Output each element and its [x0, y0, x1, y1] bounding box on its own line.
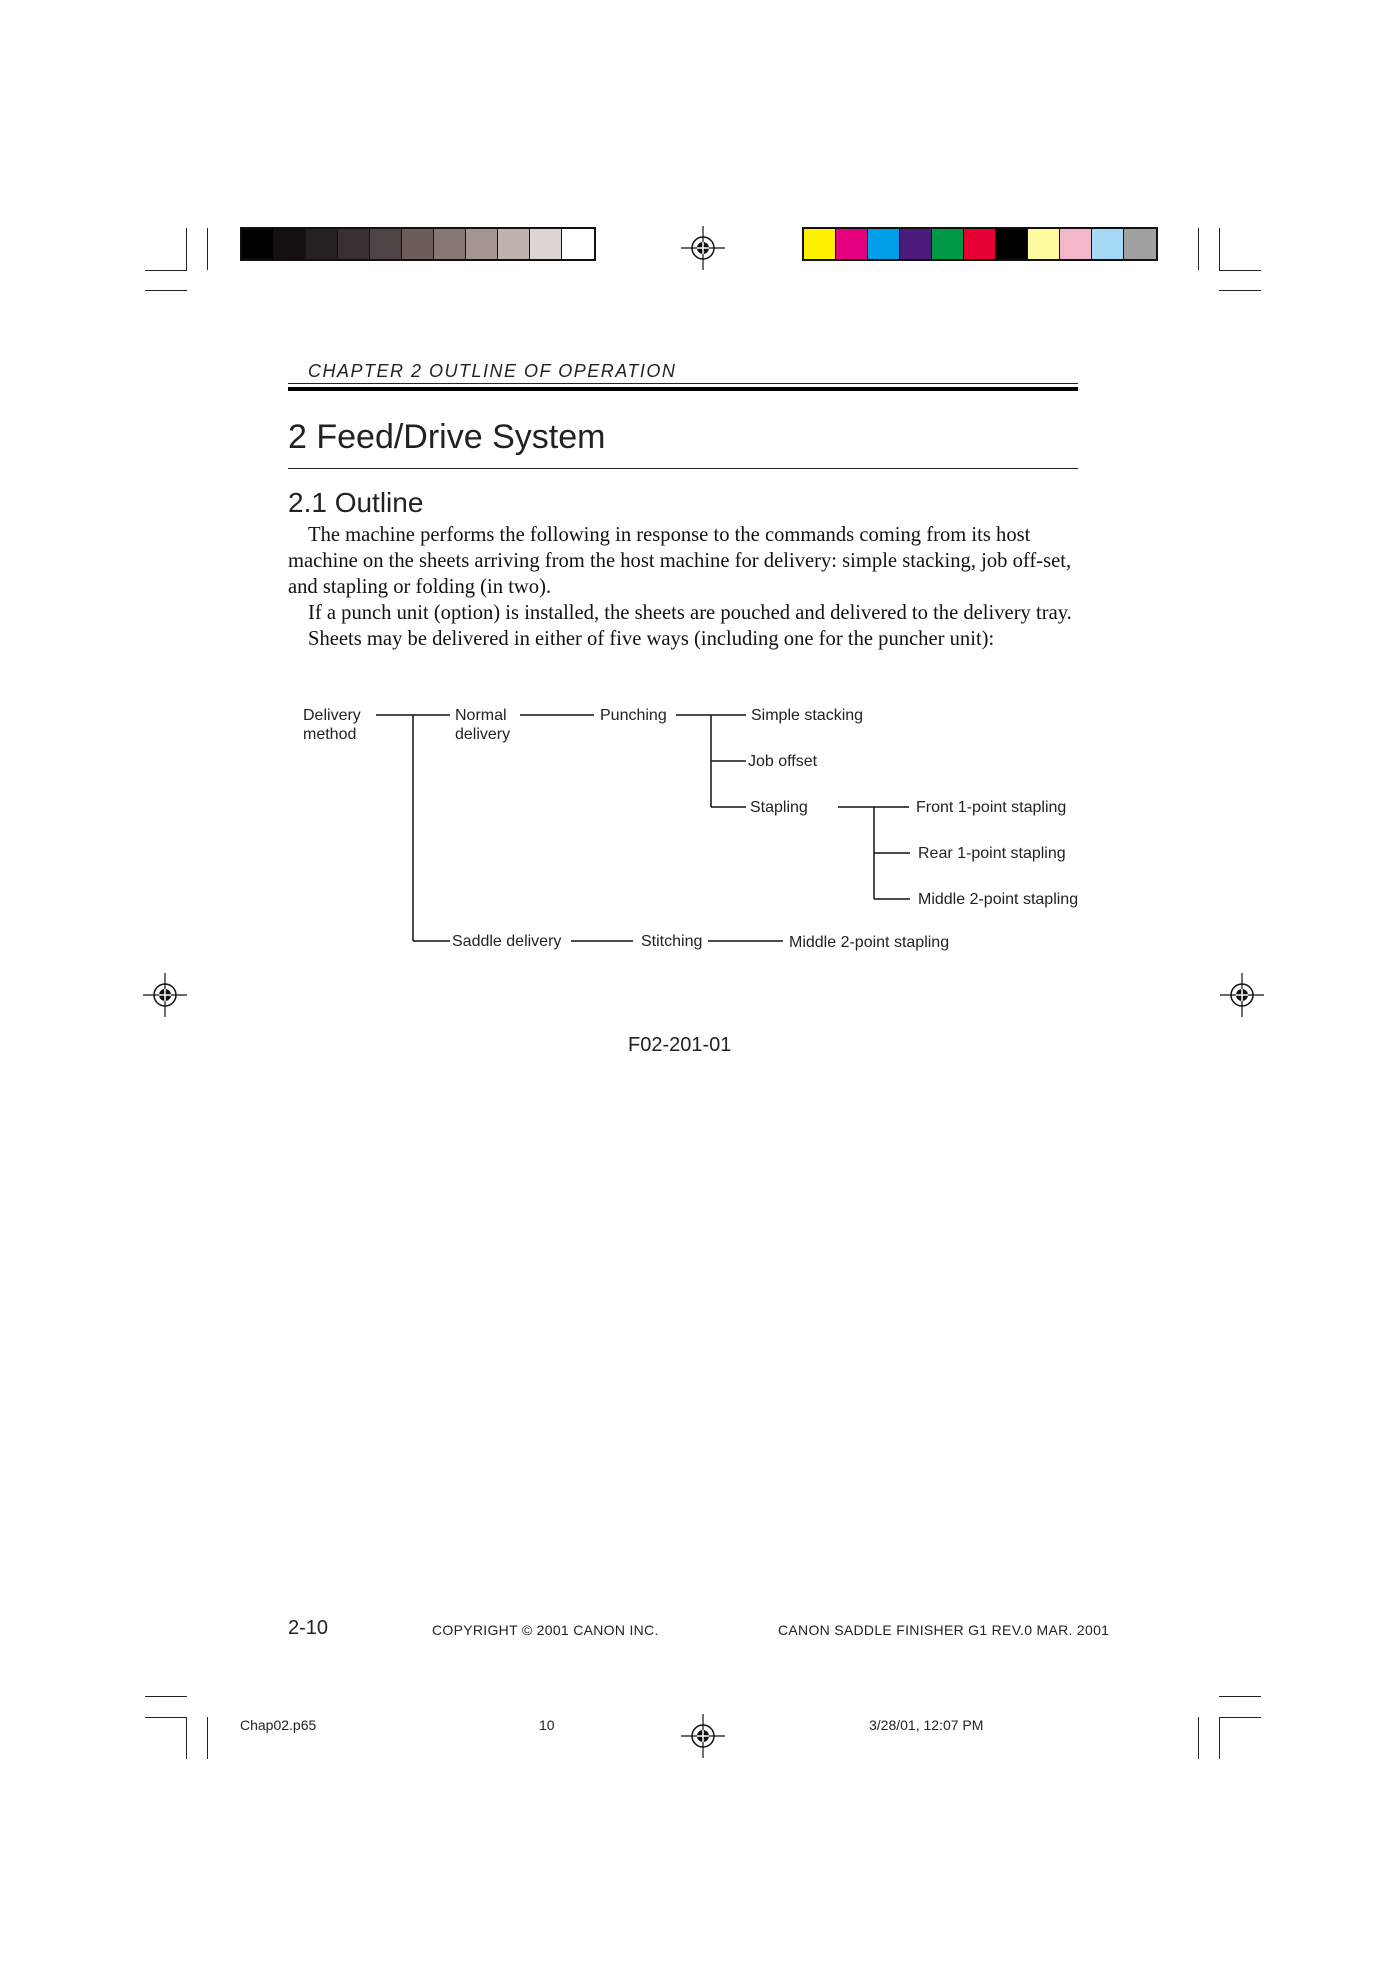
section-title: 2 Feed/Drive System [288, 418, 606, 456]
copyright: COPYRIGHT © 2001 CANON INC. [432, 1622, 659, 1638]
chapter-header: CHAPTER 2 OUTLINE OF OPERATION [308, 361, 677, 381]
document-title: CANON SADDLE FINISHER G1 REV.0 MAR. 2001 [778, 1622, 1110, 1638]
label-simple-stacking: Simple stacking [751, 707, 864, 724]
label-saddle-middle-2-point-stapling: Middle 2-point stapling [789, 934, 950, 951]
registration-crosshair-icon [1220, 973, 1264, 1017]
subsection-title: 2.1 Outline [288, 487, 424, 518]
label-punching: Punching [600, 707, 667, 724]
label-saddle-delivery: Saddle delivery [452, 933, 562, 950]
slug-timestamp: 3/28/01, 12:07 PM [869, 1717, 984, 1733]
label-normal-delivery: Normal delivery [455, 707, 511, 743]
registration-crosshair-icon [143, 973, 187, 1017]
paragraph: The machine performs the following in response to the commands coming from its host machine on the sheets arriving from the host machine for delivery: simple stacking, job off-set, and stapling or folding (in two). [288, 524, 1072, 598]
page-number: 2-10 [288, 1617, 329, 1639]
label-stitching: Stitching [641, 933, 703, 950]
figure-caption: F02-201-01 [628, 1034, 732, 1056]
paragraph: If a punch unit (option) is installed, the sheets are pouched and delivered to the delivery tray. [308, 602, 1072, 624]
slug-page: 10 [539, 1717, 555, 1733]
label-front-1-point-stapling: Front 1-point stapling [916, 799, 1067, 816]
registration-crosshair-icon [681, 1714, 725, 1758]
slug-filename: Chap02.p65 [240, 1717, 317, 1733]
paragraph: Sheets may be delivered in either of five ways (including one for the puncher unit): [308, 628, 995, 650]
label-rear-1-point-stapling: Rear 1-point stapling [918, 845, 1066, 862]
label-delivery-method: Delivery method [303, 707, 361, 743]
label-middle-2-point-stapling: Middle 2-point stapling [918, 891, 1079, 908]
label-stapling: Stapling [750, 799, 808, 816]
label-job-offset: Job offset [748, 753, 818, 770]
